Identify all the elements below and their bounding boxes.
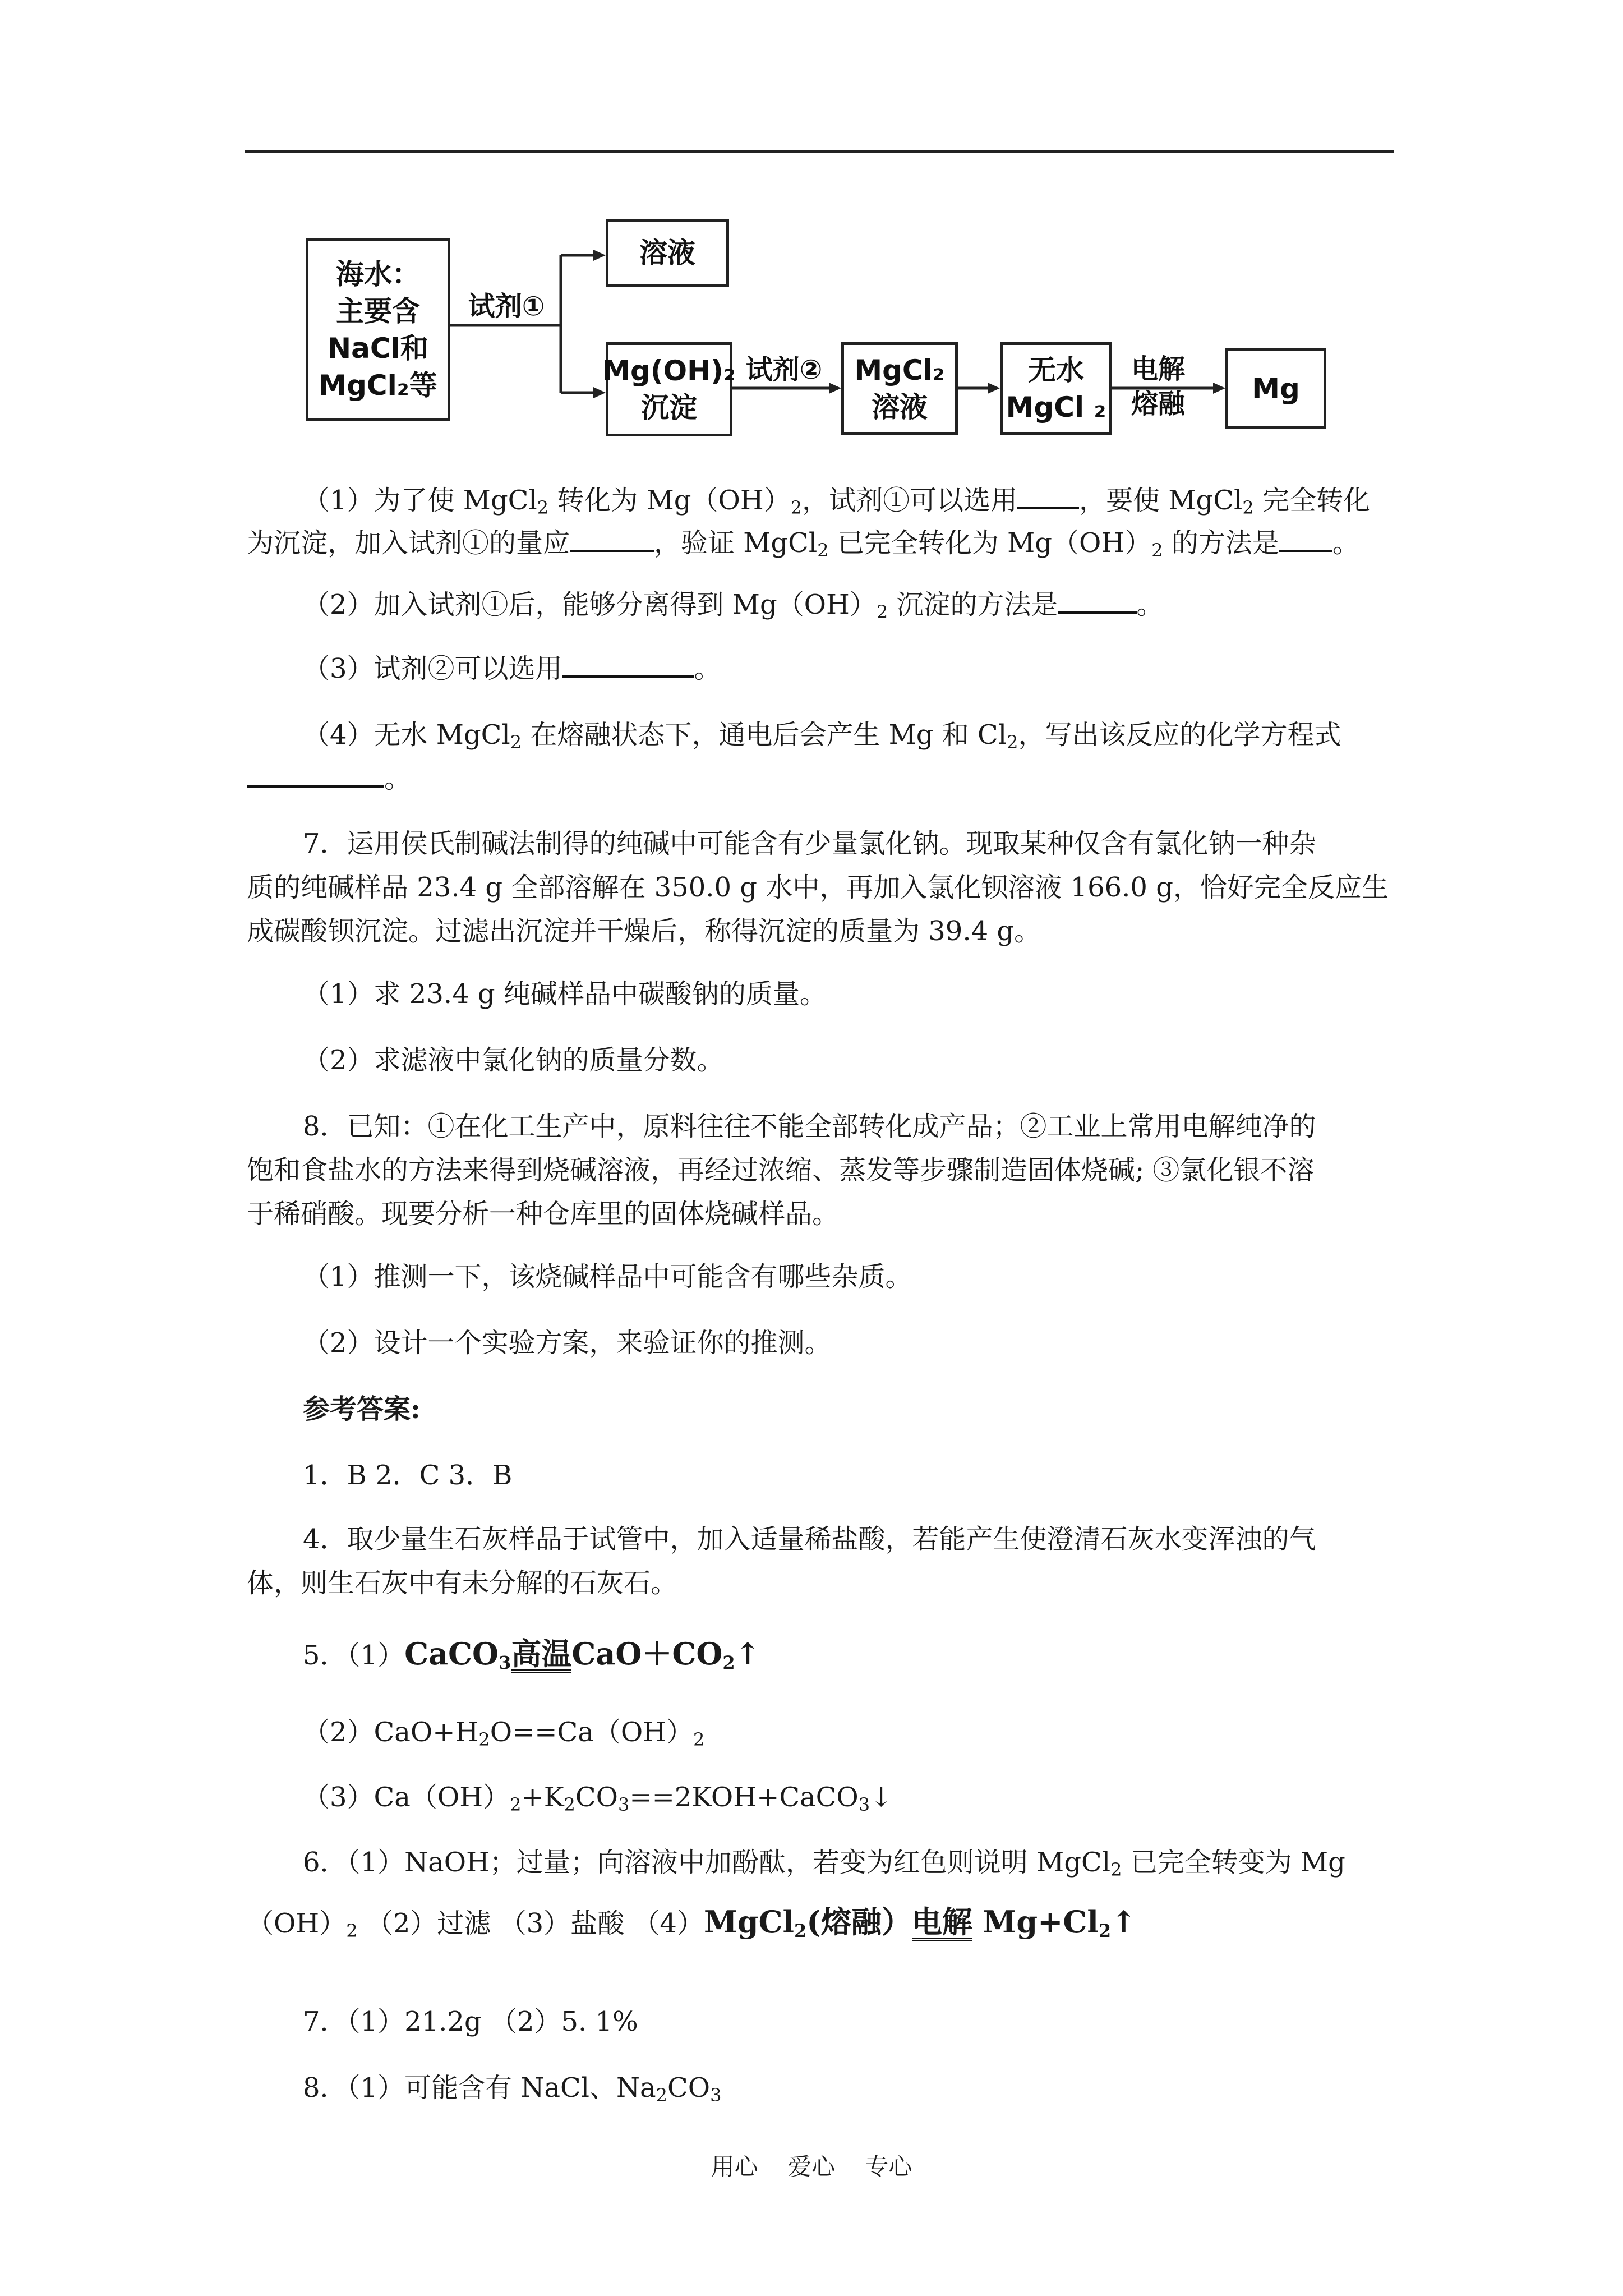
q7-line1: 7．运用侯氏制碱法制得的纯碱中可能含有少量氯化钠。现取某种仅含有氯化钠一种杂 — [303, 828, 1316, 859]
box-anhydrous-line2: MgCl ₂ — [1006, 390, 1106, 424]
answer-5-3: $(3)Ca(OH)_2+K_2CO_3==2KOH+CaCO_3↓$ — [303, 1782, 893, 1815]
label-electrolysis-line2: 熔融 — [1131, 388, 1185, 420]
box-seawater-line4: MgCl₂等 — [319, 369, 437, 402]
answer-4-line1: 4．取少量生石灰样品于试管中，加入适量稀盐酸，若能产生使澄清石灰水变浑浊的气 — [303, 1524, 1316, 1555]
box-anhydrous-line1: 无水 — [1028, 353, 1084, 386]
q8-1: （1）推测一下，该烧碱样品中可能含有哪些杂质。 — [303, 1261, 912, 1292]
box-seawater-line1: 海水： — [336, 257, 420, 291]
q8-line1: 8．已知：①在化工生产中，原料往往不能全部转化成产品；②工业上常用电解纯净的 — [303, 1111, 1316, 1142]
answer-blank — [1058, 586, 1137, 614]
label-reagent2: 试剂② — [745, 354, 823, 385]
box-solution — [606, 219, 729, 287]
q6-1-line2: 为沉淀，加入试剂①的量应 ，验证 MgCl$_2$ 已完全转化为 $Mg(OH)_2$ 的方法是 。 — [247, 519, 1402, 567]
q7-line2: 质的纯碱样品 23.4 g 全部溶解在 350.0 g 水中，再加入氯化钡溶液 166.0 g，恰好完全反应生 — [247, 872, 1389, 903]
label-electrolysis-line1: 电解 — [1131, 353, 1185, 385]
equation-6-4: MgCl$_2$(熔融）电解 $Mg+Cl_2↑$ — [703, 1904, 1137, 1941]
answer-blank — [1017, 481, 1079, 509]
answer-6-line1: 6．（1）NaOH；过量；向溶液中加酚酞，若变为红色则说明 MgCl$_2$ 已完全转变为 Mg — [303, 1847, 1345, 1880]
box-seawater-line2: 主要含 — [336, 295, 420, 328]
box-mgcl2-line1: MgCl₂ — [854, 353, 945, 386]
box-mgoh2-line2: 沉淀 — [641, 392, 697, 424]
answers-1-3: 1．B 2．C 3．B — [303, 1460, 513, 1491]
q6-2: （2）加入试剂①后，能够分离得到 $Mg(OH)_2$ 沉淀的方法是 。 — [303, 581, 1458, 628]
box-mgoh2-line1: Mg(OH)₂ — [602, 355, 736, 387]
answer-6-line2: $(OH)_2$ （2）过滤 （3）盐酸 （4）MgCl$_2$(熔融）电解 $Mg+Cl_2↑$ — [247, 1904, 1137, 1941]
box-mgoh2 — [602, 342, 736, 436]
box-mgcl2-solution — [841, 342, 958, 435]
answer-5-1: 5．（1）CaCO$_3$高温$CaO+CO_2↑$ — [303, 1636, 760, 1673]
q6-4-line1: （4）无水 MgCl$_2$ 在熔融状态下，通电后会产生 Mg 和 $Cl_2$，写出该反应的化学方程式 — [303, 719, 1341, 753]
answer-blank — [247, 760, 384, 788]
q8-line3: 于稀硝酸。现要分析一种仓库里的固体烧碱样品。 — [247, 1198, 840, 1230]
q7-line3: 成碳酸钡沉淀。过滤出沉淀并干燥后，称得沉淀的质量为 39.4 g。 — [247, 915, 1041, 947]
arrowhead-icon — [988, 383, 1000, 394]
flow-diagram — [0, 0, 1623, 460]
q7-2: （2）求滤液中氯化钠的质量分数。 — [303, 1045, 724, 1076]
box-seawater-line3: NaCl和 — [328, 332, 428, 365]
box-mg — [1225, 348, 1326, 429]
box-seawater — [306, 238, 450, 421]
box-solution-label: 溶液 — [639, 237, 695, 269]
label-reagent1: 试剂① — [468, 291, 545, 322]
page-footer: 用心 爱心 专心 — [711, 2153, 912, 2180]
box-anhydrous-mgcl2 — [1000, 342, 1112, 435]
diagram-connectors — [0, 0, 1623, 460]
label-electrolysis — [1116, 352, 1200, 421]
answer-5-2: $(2)CaO+H_2O==Ca(OH)_2$ — [303, 1717, 705, 1750]
answer-blank — [1279, 524, 1332, 552]
q6-1-line1: （1）为了使 MgCl$_2$ 转化为 $Mg(OH)_2$，试剂①可以选用 ，要使 MgCl$_2$ 完全转化 — [303, 477, 1458, 524]
box-mgcl2-line2: 溶液 — [872, 390, 928, 424]
q6-4-line2: 。 — [247, 755, 1402, 802]
arrowhead-icon — [1213, 383, 1225, 394]
condition-electrolysis: 电解 — [912, 1906, 972, 1941]
answer-blank — [562, 650, 694, 678]
q8-2: （2）设计一个实验方案，来验证你的推测。 — [303, 1327, 832, 1359]
q6-3: （3）试剂②可以选用 。 — [303, 645, 1458, 692]
box-mg-label: Mg — [1252, 372, 1300, 405]
answer-blank — [570, 524, 654, 552]
arrowhead-icon — [593, 250, 606, 261]
answer-7: 7．（1）21.2g （2）5. 1% — [303, 2006, 638, 2037]
q8-line2: 饱和食盐水的方法来得到烧碱溶液，再经过浓缩、蒸发等步骤制造固体烧碱; ③氯化银不溶 — [247, 1154, 1315, 1186]
q7-1: （1）求 23.4 g 纯碱样品中碳酸钠的质量。 — [303, 978, 827, 1010]
equation-5-1: CaCO$_3$高温$CaO+CO_2↑$ — [404, 1636, 760, 1673]
answer-8: 8．（1）可能含有 NaCl、$Na_2CO_3$ — [303, 2072, 722, 2106]
answer-4-line2: 体，则生石灰中有未分解的石灰石。 — [247, 1567, 678, 1599]
condition-high-temp: 高温 — [511, 1638, 571, 1673]
answers-title: 参考答案: — [303, 1393, 421, 1425]
